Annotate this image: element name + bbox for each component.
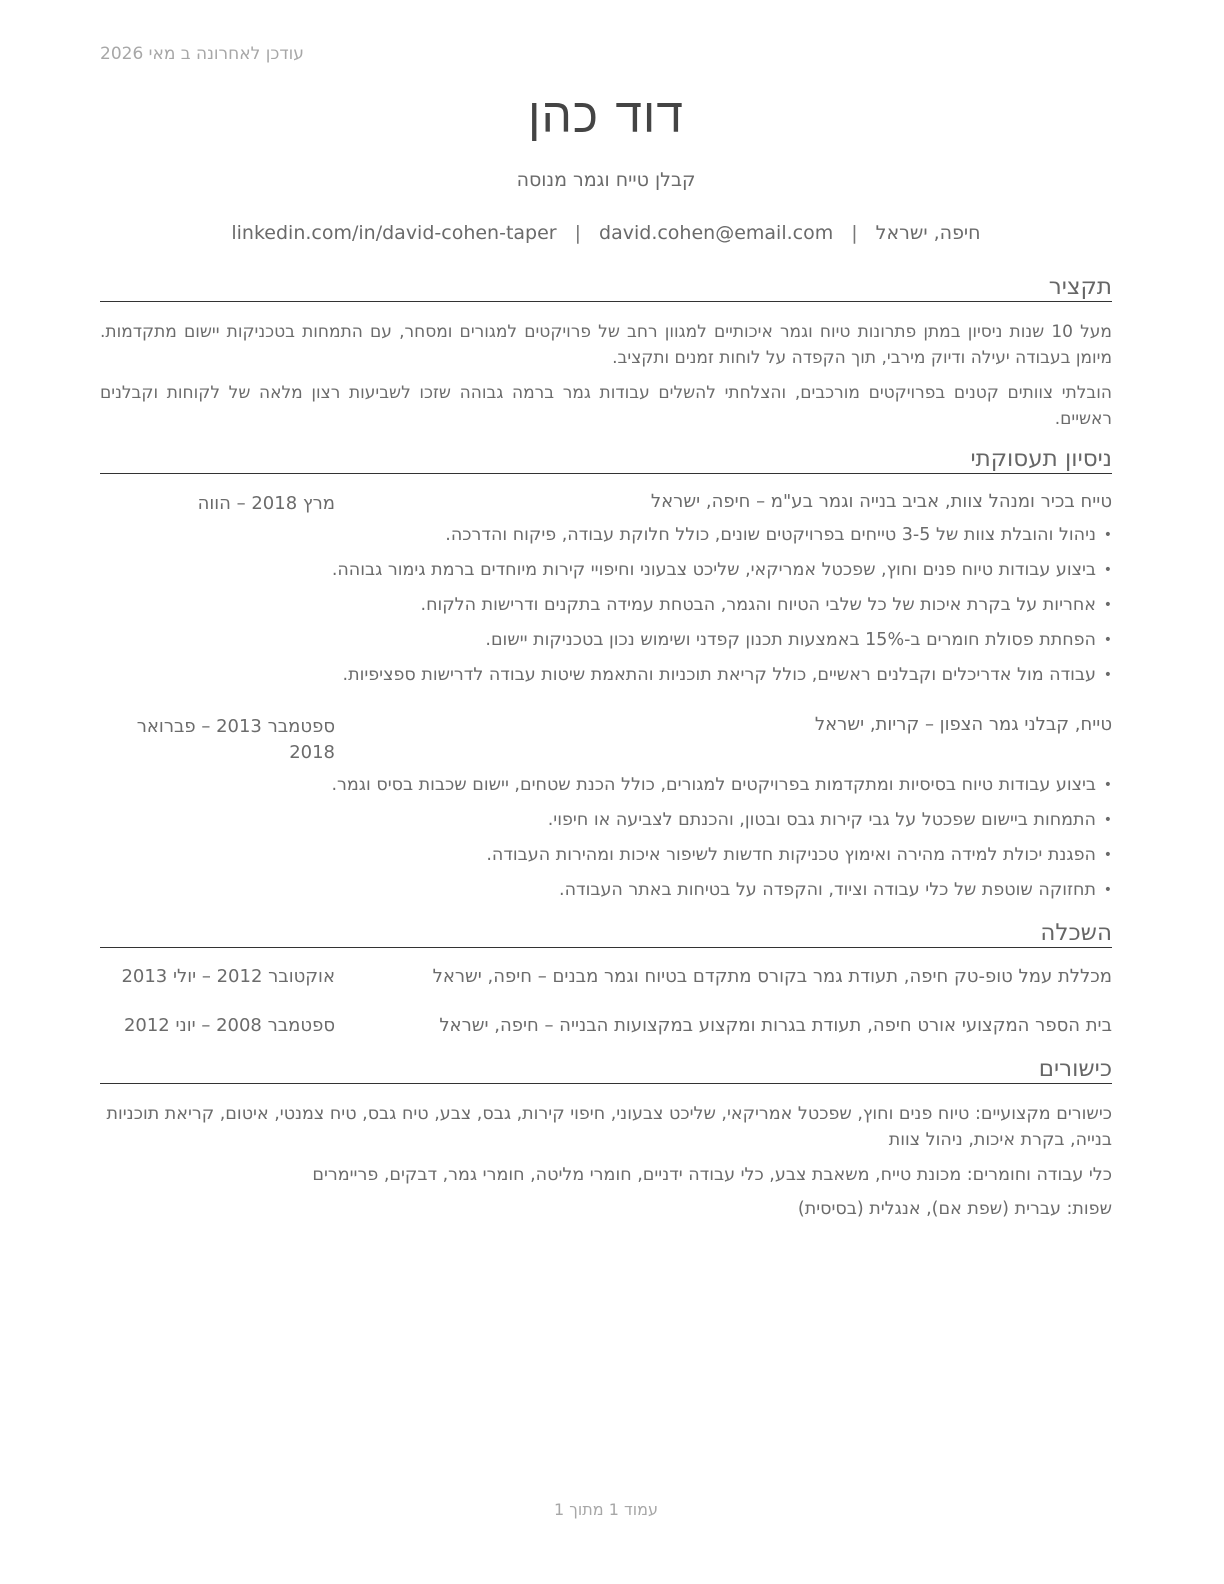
last-updated: עודכן לאחרונה ב מאי 2026 — [100, 44, 304, 64]
job-dates: מרץ 2018 – הווה — [197, 493, 335, 514]
section-title-education: השכלה — [100, 920, 1112, 948]
education-dates: ספטמבר 2008 – יוני 2012 — [123, 1015, 335, 1036]
list-item: • אחריות על בקרת איכות של כל שלבי הטיוח והגמר, הבטחת עמידה בתקנים ודרישות הלקוח. — [100, 590, 1112, 625]
job-dates: ספטמבר 2013 – פברואר 2018 — [136, 716, 335, 763]
skills-line: שפות: עברית (שפת אם), אנגלית (בסיסית) — [797, 1199, 1112, 1219]
list-item: • תחזוקה שוטפת של כלי עבודה וציוד, והקפדה על בטיחות באתר העבודה. — [100, 875, 1112, 910]
person-name: דוד כהן — [527, 88, 684, 144]
separator: | — [851, 222, 858, 244]
section-title-summary: תקציר — [100, 274, 1112, 302]
contact-line — [100, 222, 1112, 244]
job-title: קבלן טייח וגמר מנוסה — [516, 169, 696, 191]
list-item: • ביצוע עבודות טיוח פנים וחוץ, שפכטל אמריקאי, שליכט צבעוני וחיפויי קירות מיוחדים ברמת גימור גבוהה. — [100, 555, 1112, 590]
job-role: טייח בכיר ומנהל צוות, אביב בנייה וגמר בע"מ – חיפה, ישראל — [650, 491, 1112, 512]
section-title-experience: ניסיון תעסוקתי — [100, 446, 1112, 474]
page-number: עמוד 1 מתוך 1 — [554, 1500, 658, 1519]
list-item: • הפגנת יכולת למידה מהירה ואימוץ טכניקות חדשות לשיפור איכות ומהירות העבודה. — [100, 840, 1112, 875]
education-school: בית הספר המקצועי אורט חיפה, תעודת בגרות ומקצוע במקצועות הבנייה – חיפה, ישראל — [439, 1015, 1112, 1036]
skills-line: כישורים מקצועיים: טיוח פנים וחוץ, שפכטל אמריקאי, שליכט צבעוני, חיפוי קירות, גבס, צבע, טיח גבס, טיח צמנטי, איטום, קריאת תוכניות בנייה, בקרת איכות, ניהול צוות — [106, 1104, 1112, 1150]
summary-paragraph: מעל 10 שנות ניסיון במתן פתרונות טיוח וגמר איכותיים למגוון רחב של פרויקטים למגורים ומסחר, עם התמחות בטכניקות יישום מתקדמות. מיומן בעבודה יעילה ודיוק מירבי, תוך הקפדה על לוחות זמנים ותקציב. — [100, 322, 1112, 368]
list-item: • הפחתת פסולת חומרים ב-15% באמצעות תכנון קפדני ושימוש נכון בטכניקות יישום. — [100, 625, 1112, 660]
job-bullets — [100, 770, 1112, 910]
location: חיפה, ישראל — [875, 222, 981, 244]
list-item: • התמחות ביישום שפכטל על גבי קירות גבס ובטון, והכנתם לצביעה או חיפוי. — [100, 805, 1112, 840]
email-link[interactable]: david.cohen@email.com — [599, 222, 834, 244]
list-item: • ניהול והובלת צוות של 3-5 טייחים בפרויקטים שונים, כולל חלוקת עבודה, פיקוח והדרכה. — [100, 520, 1112, 555]
separator: | — [574, 222, 582, 244]
job-bullets — [100, 520, 1112, 695]
section-title-skills: כישורים — [100, 1056, 1112, 1084]
list-item: • ביצוע עבודות טיוח בסיסיות ומתקדמות בפרויקטים למגורים, כולל הכנת שטחים, יישום שכבות בסיס וגמר. — [100, 770, 1112, 805]
job-role: טייח, קבלני גמר הצפון – קריות, ישראל — [814, 714, 1112, 735]
skills-line: כלי עבודה וחומרים: מכונת טייח, משאבת צבע, כלי עבודה ידניים, חומרי מליטה, חומרי גמר, דבקים, פריימרים — [312, 1165, 1112, 1185]
linkedin-link[interactable]: linkedin.com/in/david-cohen-taper — [231, 222, 557, 244]
education-dates: אוקטובר 2012 – יולי 2013 — [121, 966, 335, 987]
list-item: • עבודה מול אדריכלים וקבלנים ראשיים, כולל קריאת תוכניות והתאמת שיטות עבודה לדרישות ספציפיות. — [100, 660, 1112, 695]
education-school: מכללת עמל טופ-טק חיפה, תעודת גמר בקורס מתקדם בטיוח וגמר מבנים – חיפה, ישראל — [432, 966, 1112, 987]
resume-page — [100, 0, 1112, 1584]
summary-paragraph: הובלתי צוותים קטנים בפרויקטים מורכבים, והצלחתי להשלים עבודות גמר ברמה גבוהה שזכו לשביעות רצון מלאה של לקוחות וקבלנים ראשיים. — [100, 383, 1112, 429]
